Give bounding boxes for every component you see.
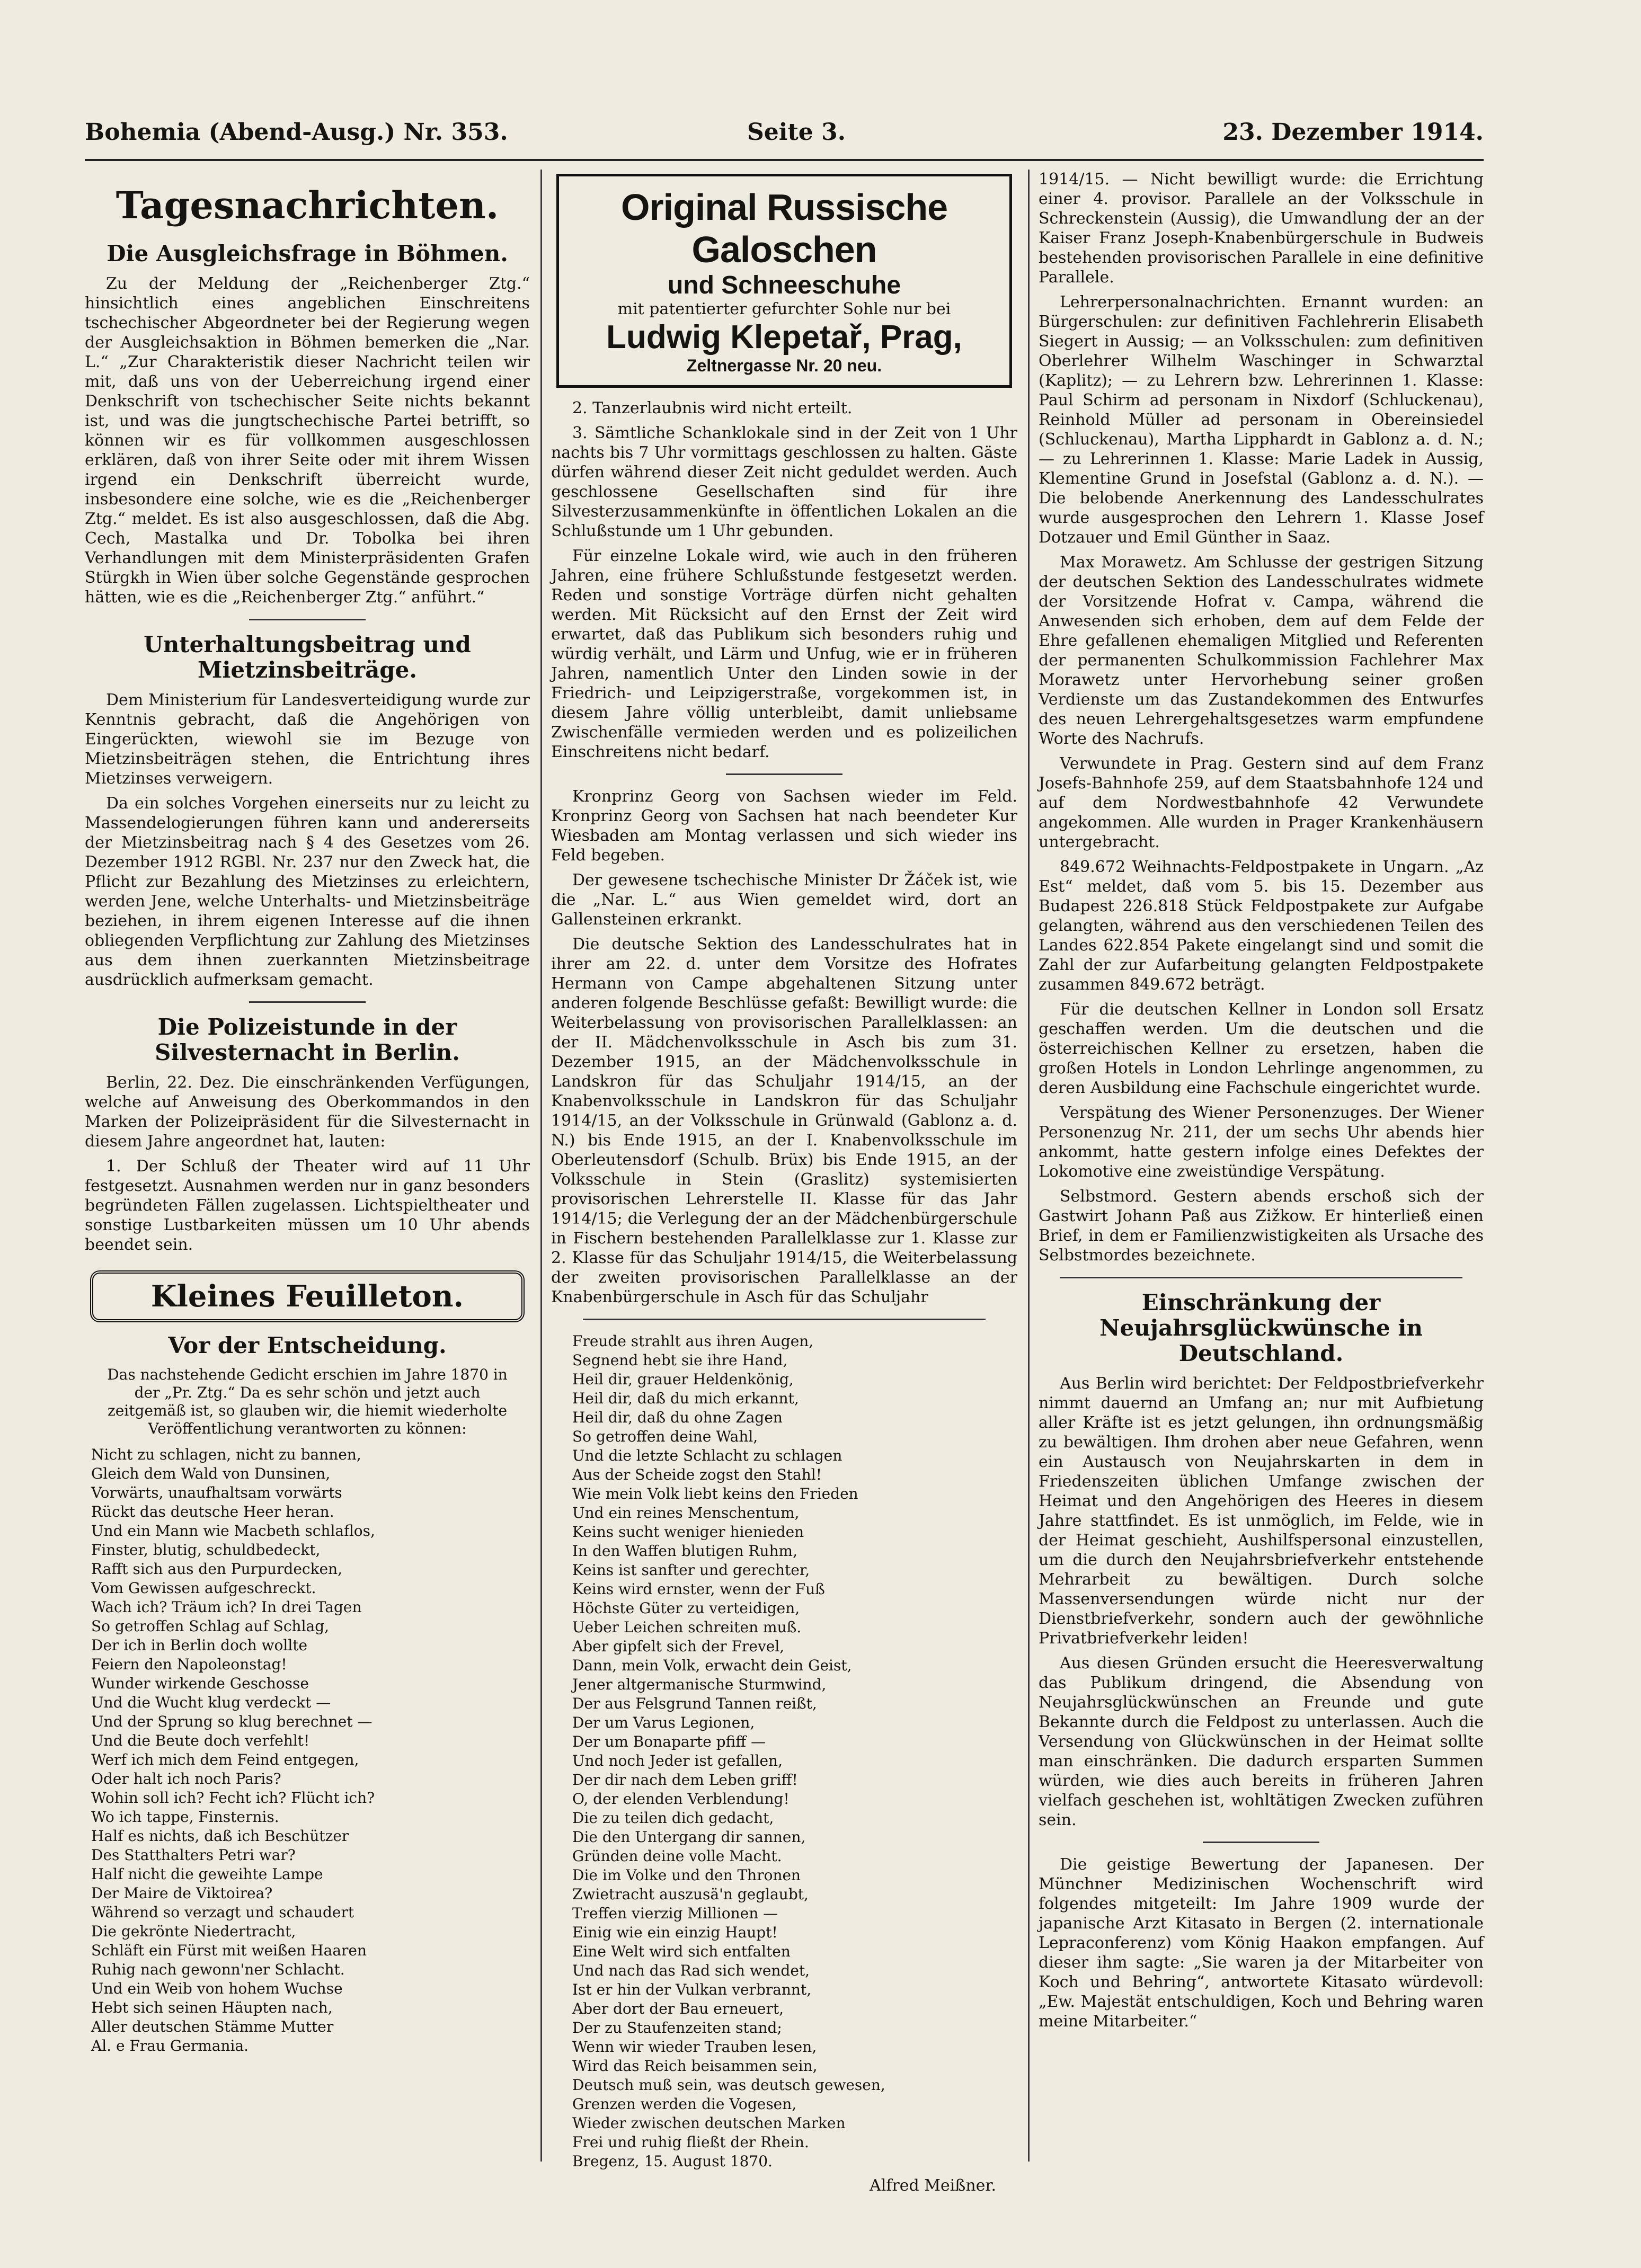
poem-line: Der ich in Berlin doch wollte xyxy=(91,1636,308,1654)
feuilleton-box: Kleines Feuilleton. xyxy=(90,1270,525,1322)
poem-line: O, der elenden Verblendung! xyxy=(572,1790,790,1808)
article-text: Verspätung des Wiener Personenzuges. Der Wiener Personenzug Nr. 211, der um sechs Uhr abends hier ankommt, hatte gestern infolge eines Defektes der Lokomotive eine zweistündige Verspätung. xyxy=(1039,1104,1484,1181)
poem-line: Ruhig nach gewonn'ner Schlacht. xyxy=(91,1961,345,1978)
article-heading: Einschränkung der Neujahrsglückwünsche in Deutschland. xyxy=(1099,1289,1423,1366)
poem-line: Heil dir, daß du mich erkannt, xyxy=(572,1390,799,1407)
article-heading: Die Polizeistunde in der Silvesternacht in Berlin. xyxy=(155,1014,460,1065)
poem-line: Freude strahlt aus ihren Augen, xyxy=(572,1332,814,1350)
column-divider xyxy=(540,170,542,2162)
poem-line: Aber gipfelt sich der Frevel, xyxy=(572,1638,785,1655)
separator xyxy=(1060,1277,1462,1278)
poem-line: Und nach das Rad sich wendet, xyxy=(572,1962,810,1979)
poem-line: Höchste Güter zu verteidigen, xyxy=(572,1599,800,1617)
poem-line: Keins ist sanfter und gerechter, xyxy=(572,1561,810,1579)
article-text: Selbstmord. Gestern abends erschoß sich der Gastwirt Johann Paß aus Zižkow. Er hinterließ einen Brief, in dem er Familienzwistigkeiten als Ursache des Selbstmordes bezeichnete. xyxy=(1039,1187,1484,1265)
poem-line: Gründen deine volle Macht. xyxy=(572,1847,782,1865)
poem-line: Aus der Scheide zogst den Stahl! xyxy=(572,1466,822,1483)
masthead-issue: Bohemia (Abend-Ausg.) Nr. 353. xyxy=(85,119,508,146)
separator xyxy=(583,1319,986,1320)
poem-line: Wo ich tappe, Finsternis. xyxy=(91,1808,279,1826)
separator xyxy=(1203,1842,1319,1843)
article-text: Verwundete in Prag. Gestern sind auf dem Franz Josefs-Bahnhofe 259, auf dem Staatsbahnhofe 124 und auf dem Nordwestbahnhofe 42 Verwundete angekommen. Alle wurden in Prager Krankenhäusern untergebracht. xyxy=(1039,754,1484,851)
poem-line: Und ein Weib von hohem Wuchse xyxy=(91,1980,343,1997)
poem-line: Während so verzagt und schaudert xyxy=(91,1904,354,1921)
header-rule xyxy=(85,159,1484,161)
separator xyxy=(726,773,842,775)
poem-line: Und die Wucht klug verdeckt — xyxy=(91,1694,331,1711)
poem-line: Einig wie ein einzig Haupt! xyxy=(572,1924,778,1941)
article-text: Für die deutschen Kellner in London soll Ersatz geschaffen werden. Um die deutschen und die österreichischen Kellner zu ersetzen, haben die großen Hotels in London Lehrlinge angenommen, zu deren Ausbildung eine Fachschule eingerichtet wurde. xyxy=(1039,1000,1484,1097)
issue-date: 23. Dezember 1914. xyxy=(1222,119,1484,146)
poem-line: Der Maire de Viktoirea? xyxy=(91,1884,273,1902)
advertisement xyxy=(556,174,1012,388)
poem-intro: Das nachstehende Gedicht erschien im Jahre 1870 in der „Pr. Ztg.“ Da es sehr schön und jetzt auch zeitgemäß ist, so glauben wir, die hiemit wiederholte Veröffentlichung verantworten zu können: xyxy=(107,1366,508,1437)
column-middle xyxy=(551,170,1017,2195)
poem-line: Jener altgermanische Sturmwind, xyxy=(572,1676,827,1693)
newspaper-page xyxy=(85,85,1484,2195)
poem-line: Der um Bonaparte pfiff — xyxy=(572,1733,766,1750)
poem-line: Und der Sprung so klug berechnet — xyxy=(91,1713,372,1730)
ad-headline: Original Russische Galoschen xyxy=(620,186,948,270)
page-number: Seite 3. xyxy=(747,119,846,146)
poem-line: Hebt sich seinen Häupten nach, xyxy=(91,1999,333,2016)
poem-line: Half nicht die geweihte Lampe xyxy=(91,1865,323,1883)
poem-author: Alfred Meißner. xyxy=(870,2176,996,2195)
poem-line: Die den Untergang dir sannen, xyxy=(572,1828,806,1846)
section-title: Tagesnachrichten. xyxy=(116,183,499,227)
poem-line: Die zu teilen dich gedacht, xyxy=(572,1809,774,1827)
ad-tagline: mit patentierter gefurchter Sohle nur bei xyxy=(617,300,951,318)
article-text: 2. Tanzerlaubnis wird nicht erteilt. xyxy=(572,399,853,417)
poem-line: Grenzen werden die Vogesen, xyxy=(572,2095,797,2113)
poem-line: Des Statthalters Petri war? xyxy=(91,1846,296,1864)
poem-line: Ueber Leichen schreiten muß. xyxy=(572,1618,802,1636)
poem-line: In den Waffen blutigen Ruhm, xyxy=(572,1542,798,1560)
poem-line: Frei und ruhig fließt der Rhein. xyxy=(572,2133,809,2151)
poem-line: Keins sucht weniger hienieden xyxy=(572,1523,804,1541)
separator xyxy=(249,619,366,620)
poem-line: Und die Beute doch verfehlt! xyxy=(91,1732,310,1749)
poem-line: Deutsch muß sein, was deutsch gewesen, xyxy=(572,2076,885,2094)
poem-part-1 xyxy=(91,1445,530,2056)
poem-line: Der um Varus Legionen, xyxy=(572,1714,755,1731)
poem-line: Wird das Reich beisammen sein, xyxy=(572,2057,818,2075)
poem-part-2 xyxy=(572,1332,1017,2171)
article-text: Aus Berlin wird berichtet: Der Feldpostbriefverkehr nimmt dauernd an Umfang an; nur mit Aufbietung aller Kräfte ist es jetzt gelungen, ihn ordnungsmäßig zu bewältigen. Ihm drohen aber neue Gefahren, wenn ein Austausch von Neujahrskarten in dem in Friedenszeiten üblichen Umfange zwischen der Heimat und den Angehörigen des Heeres in diesem Jahre stattfindet. Es ist unmöglich, im Felde, wie in der Heimat geschieht, Aushilfspersonal einzustellen, um die durch den Neujahrsbriefverkehr entstehende Mehrarbeit zu bewältigen. Durch solche Massenversendungen würde nicht nur der Dienstbriefverkehr, sondern auch der gewöhnliche Privatbriefverkehr leiden! xyxy=(1039,1374,1484,1648)
poem-line: Aber dort der Bau erneuert, xyxy=(572,2000,784,2017)
poem-line: Die gekrönte Niedertracht, xyxy=(91,1923,296,1940)
article-text: Zu der Meldung der „Reichenberger Ztg.“ hinsichtlich eines angeblichen Einschreitens tschechischer Abgeordneter bei der Regierung wegen der Ausgleichsaktion in Böhmen bemerken die „Nar. L.“ „Zur Charakteristik dieser Nachricht teilen wir mit, daß uns von der Ueberreichung irgend einer Denkschrift von tschechischer Seite nichts bekannt ist, und was die jungtschechische Partei betrifft, so können wir es für vollkommen ausgeschlossen erklären, daß von ihrer Seite oder mit ihrem Wissen irgend ein Denkschrift überreicht wurde, insbesondere eine solche, wie es die „Reichenberger Ztg.“ meldet. Es ist also ausgeschlossen, daß die Abg. Cech, Mastalka und Dr. Tobolka bei ihren Verhandlungen mit dem Ministerpräsidenten Grafen Stürgkh in Wien über solche Gegenstände gesprochen hätten, wie es die „Reichenberger Ztg.“ anführt.“ xyxy=(85,274,530,607)
poem-line: Bregenz, 15. August 1870. xyxy=(572,2153,773,2170)
article-text: Die deutsche Sektion des Landesschulrates hat in ihrer am 22. d. unter dem Vorsitze des Hofrates Hermann von Campe abgehaltenen Sitzung unter anderen folgende Beschlüsse gefaßt: Bewilligt wurde: die Weiterbelassung von provisorischen Parallelklassen: an der II. Mädchenvolksschule in Asch bis zum 31. Dezember 1915, an der Mädchenvolksschule in Landskron für das Schuljahr 1914/15, an der Knabenvolksschule in Landskron für das Schuljahr 1914/15, an der Volksschule in Grünwald (Gablonz a. d. N.) bis Ende 1915, an der I. Knabenvolksschule im Oberleutensdorf (Schulb. Brüx) bis Ende 1915, an der Volksschule in Stein (Graslitz) systemisierten provisorischen Lehrerstelle II. Klasse für das Jahr 1914/15; die Verlegung der an der Mädchenbürgerschule in Fischern bestehenden Parallelklasse zur 1. Klasse zur 2. Klasse für das Schuljahr 1914/15, die Weiterbelassung der zweiten provisorischen Parallelklasse an der Knabenbürgerschule in Asch für das Schuljahr xyxy=(551,935,1017,1306)
ad-subline: und Schneeschuhe xyxy=(667,271,901,299)
poem-line: Der dir nach dem Leben griff! xyxy=(572,1771,798,1789)
poem-line: Wie mein Volk liebt keins den Frieden xyxy=(572,1485,858,1502)
ad-address: Zeltnergasse Nr. 20 neu. xyxy=(686,356,882,375)
separator xyxy=(249,1001,366,1003)
ad-merchant: Ludwig Klepetař, Prag, xyxy=(606,319,962,355)
poem-line: Ist er hin der Vulkan verbrannt, xyxy=(572,1981,812,1998)
poem-line: Al. e Frau Germania. xyxy=(91,2037,249,2054)
article-text: 1914/15. — Nicht bewilligt wurde: die Errichtung einer 4. provisor. Parallele an der Volksschule in Schreckenstein (Aussig), die Umwandlung der an der Kaiser Franz Joseph-Knabenbürgerschule in Budweis bestehenden provisorischen Parallele in eine definitive Parallele. xyxy=(1039,170,1484,287)
article-text: Die geistige Bewertung der Japanesen. Der Münchner Medizinischen Wochenschrift wird folgendes mitgeteilt: Im Jahre 1909 wurde der japanische Arzt Kitasato in Bergen (2. internationale Lepraconferenz) vom König Haakon empfangen. Auf dieser ihm sagte: „Sie waren ja der Mitarbeiter von Koch und Behring“, antwortete Kitasato würdevoll: „Ew. Majestät entschuldigen, Koch und Behring waren meine Mitarbeiter.“ xyxy=(1039,1855,1484,2031)
poem-line: Zwietracht auszusä'n geglaubt, xyxy=(572,1885,809,1903)
poem-line: Der zu Staufenzeiten stand; xyxy=(572,2019,782,2036)
article-heading: Die Ausgleichsfrage in Böhmen. xyxy=(107,241,508,266)
poem-line: Vom Gewissen aufgeschreckt. xyxy=(91,1579,316,1597)
poem-line: Und ein reines Menschentum, xyxy=(572,1504,800,1522)
poem-line: Und ein Mann wie Macbeth schlaflos, xyxy=(91,1522,375,1540)
article-text: 3. Sämtliche Schanklokale sind in der Zeit von 1 Uhr nachts bis 7 Uhr vormittags geschlossen zu halten. Gäste dürfen während dieser Zeit nicht geduldet werden. Auch geschlossene Gesellschaften sind für ihre Silvesterzusammenkünfte in öffentlichen Lokalen an die Schlußstunde um 1 Uhr gebunden. xyxy=(551,424,1017,540)
poem-line: Vorwärts, unaufhaltsam vorwärts xyxy=(91,1484,342,1501)
article-text: Aus diesen Gründen ersucht die Heeresverwaltung das Publikum dringend, die Absendung von Neujahrsglückwünschen an Freunde und gute Bekannte durch die Feldpost zu unterlassen. Auch die Versendung von Glückwünschen in der Heimat sollte man einschränken. Die dadurch ersparten Summen würden, wie dies auch bereits in früheren Jahren vielfach geschehen ist, wohltätigen Zwecken zuführen sein. xyxy=(1039,1654,1484,1829)
poem-line: Wenn wir wieder Trauben lesen, xyxy=(572,2038,817,2056)
poem-line: Nicht zu schlagen, nicht zu bannen, xyxy=(91,1446,361,1463)
article-text: Lehrerpersonalnachrichten. Ernannt wurden: an Bürgerschulen: zur definitiven Fachlehrerin Elisabeth Siegert in Aussig; — an Volksschulen: zum definitiven Oberlehrer Wilhelm Waschinger in Schwarztal (Kaplitz); — zu Lehrern bzw. Lehrerinnen 1. Klasse: Paul Schirm ad personam in Nixdorf (Schluckenau), Reinhold Müller ad personam in Obereinsiedel (Schluckenau), Martha Lipphardt in Gablonz a. d. N.; — zu Lehrerinnen 1. Klasse: Marie Ladek in Aussig, Klementine Grund in Josefstal (Gablonz a. d. N.). — Die belobende Anerkennung des Landesschulrates wurde ausgesprochen den Lehrern 1. Klasse Josef Dotzauer und Emil Günther in Saaz. xyxy=(1039,293,1484,547)
poem-line: So getroffen deine Wahl, xyxy=(572,1428,758,1445)
poem-line: Schläft ein Fürst mit weißen Haaren xyxy=(91,1942,367,1959)
article-text: Kronprinz Georg von Sachsen wieder im Feld. Kronprinz Georg von Sachsen hat nach beendeter Kur Wiesbaden am Montag verlassen und sich wieder ins Feld begeben. xyxy=(551,787,1017,865)
poem-line: Keins wird ernster, wenn der Fuß xyxy=(572,1580,825,1598)
poem-line: Wach ich? Träum ich? In drei Tagen xyxy=(91,1598,362,1616)
poem-line: Wohin soll ich? Fecht ich? Flücht ich? xyxy=(91,1789,375,1807)
article-text: Für einzelne Lokale wird, wie auch in den früheren Jahren, eine frühere Schlußstunde festgesetzt werden. Reden und sonstige Vorträge dürfen nicht gehalten werden. Mit Rücksicht auf den Ernst der Zeit wird erwartet, daß das Publikum sich besonders ruhig und würdig verhält, und Lärm und Unfug, wie er in früheren Jahren, namentlich Unter den Linden sowie in der Friedrich- und Leipzigerstraße, vorgekommen ist, in diesem Jahre völlig unterbleibt, damit unliebsame Zwischenfälle vermieden werden und es polizeilichen Einschreitens nicht bedarf. xyxy=(551,547,1017,761)
poem-line: Half es nichts, daß ich Beschützer xyxy=(91,1827,349,1845)
poem-line: Rückt das deutsche Heer heran. xyxy=(91,1503,334,1520)
article-text: 849.672 Weihnachts-Feldpostpakete in Ungarn. „Az Est“ meldet, daß vom 5. bis 15. Dezember aus Budapest 226.818 Stück Feldpostpakete zur Aufgabe gelangten, während aus den verschiedenen Teilen des Landes 622.854 Pakete eingelangt sind und somit die Zahl der zur Aufarbeitung gelangten Feldpostpakete zusammen 849.672 beträgt. xyxy=(1039,858,1484,994)
poem-line: Heil dir, daß du ohne Zagen xyxy=(572,1409,783,1426)
column-divider xyxy=(1028,170,1030,2162)
poem-line: So getroffen Schlag auf Schlag, xyxy=(91,1617,330,1635)
poem-line: Segnend hebt sie ihre Hand, xyxy=(572,1351,788,1369)
poem-line: Heil dir, grauer Heldenkönig, xyxy=(572,1371,794,1388)
article-text: Der gewesene tschechische Minister Dr Žáček ist, wie die „Nar. L.“ aus Wien gemeldet wird, dort an Gallensteinen erkrankt. xyxy=(551,871,1017,929)
poem-line: Wieder zwischen deutschen Marken xyxy=(572,2114,846,2132)
poem-line: Und die letzte Schlacht zu schlagen xyxy=(572,1447,842,1464)
poem-line: Eine Welt wird sich entfalten xyxy=(572,1943,791,1960)
article-text: Max Morawetz. Am Schlusse der gestrigen Sitzung der deutschen Sektion des Landesschulrates widmete der Vorsitzende Hofrat v. Campa, während die Anwesenden sich erhoben, dem auf dem Felde der Ehre gefallenen ehemaligen Mitglied und Referenten der permanenten Schulkommission Fachlehrer Max Morawetz unter Hervorhebung seiner großen Verdienste um das Zustandekommen des Entwurfes des neuen Lehrergehaltsgesetzes warm empfundene Worte des Nachrufs. xyxy=(1039,553,1484,748)
article-text: Dem Ministerium für Landesverteidigung wurde zur Kenntnis gebracht, daß die Angehörigen von Eingerückten, wiewohl sie im Bezuge von Mietzinsbeiträgen stehen, die Entrichtung ihres Mietzinses verweigern. xyxy=(85,691,530,788)
poem-line: Der aus Felsgrund Tannen reißt, xyxy=(572,1695,817,1712)
poem-line: Aller deutschen Stämme Mutter xyxy=(91,2018,334,2035)
poem-line: Wunder wirkende Geschosse xyxy=(91,1675,309,1692)
poem-line: Gleich dem Wald von Dunsinen, xyxy=(91,1465,331,1482)
poem-line: Treffen vierzig Millionen — xyxy=(572,1905,778,1922)
poem-line: Werf ich mich dem Feind entgegen, xyxy=(91,1751,359,1768)
poem-line: Und noch Jeder ist gefallen, xyxy=(572,1752,783,1769)
column-right xyxy=(1039,170,1484,2172)
poem-title: Vor der Entscheidung. xyxy=(168,1332,447,1358)
poem-line: Oder halt ich noch Paris? xyxy=(91,1770,281,1787)
article-heading: Unterhaltungsbeitrag und Mietzinsbeiträge. xyxy=(144,632,471,683)
article-text: 1. Der Schluß der Theater wird auf 11 Uhr festgesetzt. Ausnahmen werden nur in ganz besonders begründeten Fällen zugelassen. Lichtspieltheater und sonstige Lustbarkeiten müssen um 10 Uhr abends beendet sein. xyxy=(85,1157,530,1254)
poem-line: Dann, mein Volk, erwacht dein Geist, xyxy=(572,1657,852,1674)
poem-line: Die im Volke und den Thronen xyxy=(572,1866,801,1884)
column-left xyxy=(85,170,530,2172)
article-text: Berlin, 22. Dez. Die einschränkenden Verfügungen, welche auf Anweisung des Oberkommandos in den Marken der Polizeipräsident für die Silvesternacht in diesem Jahre angeordnet hat, lauten: xyxy=(85,1073,530,1151)
article-text: Da ein solches Vorgehen einerseits nur zu leicht zu Massendelogierungen führen kann und andererseits der Mietzinsbeitrag nach § 4 des Gesetzes vom 26. Dezember 1912 RGBl. Nr. 237 nur den Zweck hat, die Pflicht zur Bezahlung des Mietzinses zu erleichtern, werden Jene, welche Unterhalts- und Mietzinsbeiträge beziehen, in ihrem eigenen Interesse auf die ihnen obliegenden Verpflichtung zur Zahlung des Mietzinses aus dem ihnen zuerkannten Mietzinsbeitrage ausdrücklich aufmerksam gemacht. xyxy=(85,794,530,989)
poem-line: Finster, blutig, schuldbedeckt, xyxy=(91,1541,321,1559)
poem-line: Rafft sich aus den Purpurdecken, xyxy=(91,1560,343,1578)
poem-line: Feiern den Napoleonstag! xyxy=(91,1656,287,1673)
page-header xyxy=(85,119,1484,156)
